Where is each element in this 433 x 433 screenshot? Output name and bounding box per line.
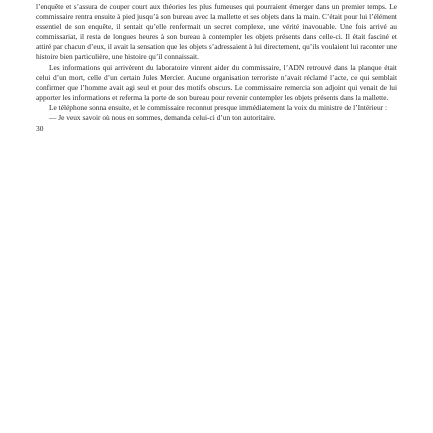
paragraph: Le téléphone sonna ensuite, et le commissaire reconnut presque immédiatement la voix du ministre de l’Intérieur : — [49, 102, 388, 112]
page-number: 30 — [36, 124, 44, 134]
paragraph: Les informations qui arrivèrent du laboratoire vinrent aider du commissaire, l’ADN retrouvé dans la planque était celui d’un mort, celle d’un certain Jules Mercier. Aucune organisation terroriste n’avait réclamé l’acte, ce qui semblait confirmer que l’homme avait agi seul et pour des motifs obscurs. Le commissaire remercia son adjoint qui venait de lui apporter les informations et referma la porte de son bureau pour revenir contempler les objets présents dans la mallette. — [36, 62, 397, 102]
paragraph: l’enquête et s’assura de couper court aux théories les plus fumeuses qui pourraient émerger dans un premier temps. Le commissaire rentra ensuite à pied jusqu’à son bureau avec la mallette et ses objets dans la main. C’était pour lui l’élément essentiel de son enquête, il sentait qu’elle renfermait un secret complexe, une vérité inavouable. Une fois arrivé au commissariat, il resta de longues heures à son bureau à contempler les objets présents dans celle-ci. Il était fasciné et attiré par chacun d’eux, il avait la sensation que les objets s’adressaient à lui directement, qu’ils voulaient lui raconter une histoire bien particulière, une histoire qu’il connaissait. — [36, 2, 397, 62]
dialogue-line: — Je veux savoir où nous en sommes, demanda celui-ci d’un ton autoritaire. — [49, 113, 276, 123]
document-page — [36, 2, 397, 134]
